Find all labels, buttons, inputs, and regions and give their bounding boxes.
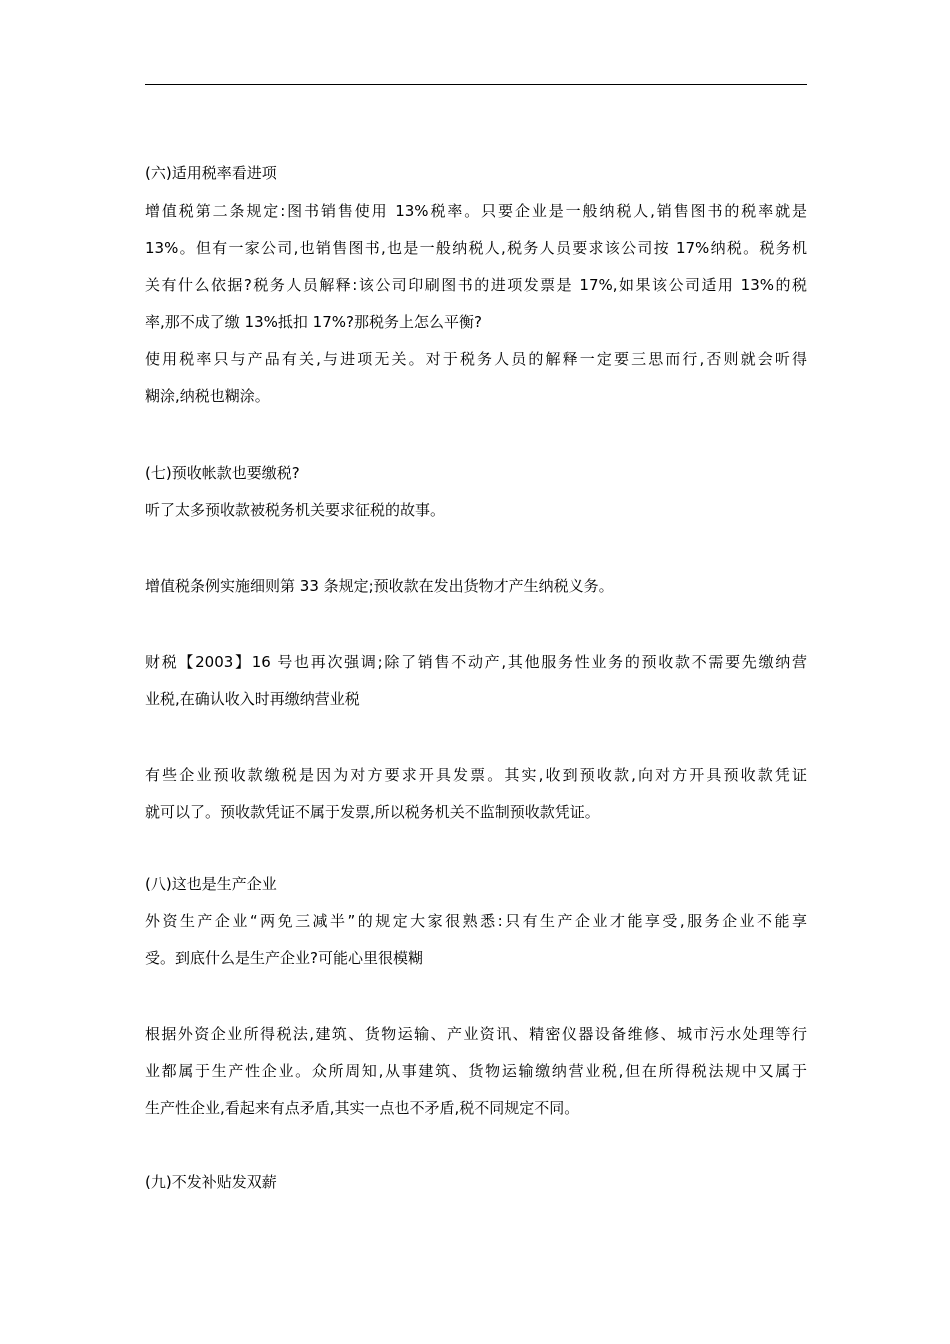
- paragraph-line: 使用税率只与产品有关,与进项无关。对于税务人员的解释一定要三思而行,否则就会听得: [145, 350, 807, 368]
- paragraph-line: 受。到底什么是生产企业?可能心里很模糊: [145, 949, 423, 967]
- paragraph-line: 糊涂,纳税也糊涂。: [145, 387, 270, 405]
- paragraph-line: 听了太多预收款被税务机关要求征税的故事。: [145, 501, 446, 519]
- paragraph-line: 关有什么依据?税务人员解释:该公司印刷图书的进项发票是 17%,如果该公司适用 13%的税: [145, 276, 807, 294]
- section-heading-8: (八)这也是生产企业: [145, 875, 277, 893]
- paragraph-line: 就可以了。预收款凭证不属于发票,所以税务机关不监制预收款凭证。: [145, 803, 600, 821]
- paragraph-line: 业税,在确认收入时再缴纳营业税: [145, 690, 360, 708]
- section-heading-7: (七)预收帐款也要缴税?: [145, 464, 300, 482]
- paragraph-line: 生产性企业,看起来有点矛盾,其实一点也不矛盾,税不同规定不同。: [145, 1099, 580, 1117]
- paragraph-line: 外资生产企业“两免三减半”的规定大家很熟悉:只有生产企业才能享受,服务企业不能享: [145, 912, 807, 930]
- paragraph-line: 13%。但有一家公司,也销售图书,也是一般纳税人,税务人员要求该公司按 17%纳税。税务机: [145, 239, 807, 257]
- section-heading-6: (六)适用税率看进项: [145, 164, 277, 182]
- header-rule: [145, 84, 807, 85]
- paragraph-line: 财税【2003】16 号也再次强调;除了销售不动产,其他服务性业务的预收款不需要先缴纳营: [145, 653, 807, 671]
- section-heading-9: (九)不发补贴发双薪: [145, 1173, 277, 1191]
- paragraph-line: 根据外资企业所得税法,建筑、货物运输、产业资讯、精密仪器设备维修、城市污水处理等行: [145, 1025, 807, 1043]
- paragraph-line: 增值税第二条规定:图书销售使用 13%税率。只要企业是一般纳税人,销售图书的税率就是: [145, 202, 807, 220]
- paragraph-line: 率,那不成了缴 13%抵扣 17%?那税务上怎么平衡?: [145, 313, 482, 331]
- paragraph-line: 有些企业预收款缴税是因为对方要求开具发票。其实,收到预收款,向对方开具预收款凭证: [145, 766, 807, 784]
- paragraph-line: 增值税条例实施细则第 33 条规定;预收款在发出货物才产生纳税义务。: [145, 577, 614, 595]
- paragraph-line: 业都属于生产性企业。众所周知,从事建筑、货物运输缴纳营业税,但在所得税法规中又属于: [145, 1062, 807, 1080]
